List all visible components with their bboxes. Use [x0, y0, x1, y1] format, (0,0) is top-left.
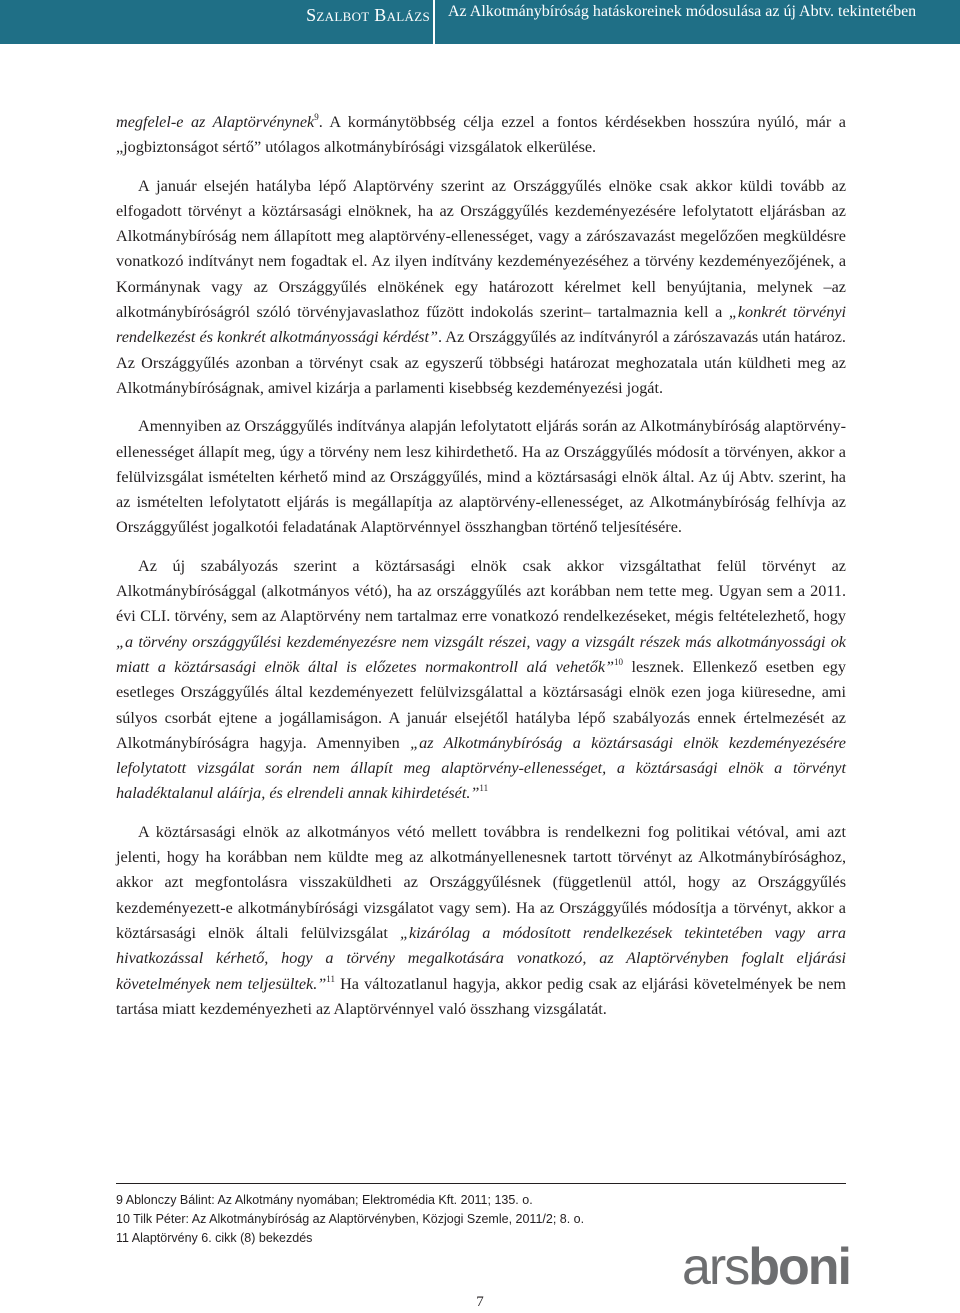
arsboni-logo — [682, 1232, 850, 1302]
p4-text-b: lesznek. Ellenkező esetben egy esetleges Országgyűlés által kezdeményezett felülvizsgálattal a köztársasági elnök ezen joga kiüresedne, ami súlyos csorbát ejtene a jogállamiságon. A január elsejétől hatályba lépő szabályozás ennek értelmezését az Alkotmánybíróságra hagyja. Amennyiben — [116, 657, 846, 752]
p5-quote: „kizárólag a módosított rendelkezések tekintetében vagy arra hivatkozással kérhető, hogy a törvény megalkotására vonatkozó, az Alaptörvényben foglalt eljárási követelmények nem teljesültek.” — [116, 923, 846, 993]
header-divider — [433, 0, 435, 44]
p1-rest: . A kormánytöbbség célja ezzel a fontos kérdésekben hosszúra nyúló, már a „jogbiztonságot sértő” utólagos alkotmánybírósági vizsgálatok elkerülése. — [116, 113, 846, 157]
paragraph-4 — [116, 554, 846, 807]
paragraph-2 — [116, 174, 846, 402]
running-header — [0, 0, 960, 44]
body-text — [116, 110, 846, 1035]
footnote-9: 9 Ablonczy Bálint: Az Alkotmány nyomában; Elektromédia Kft. 2011; 135. o. — [116, 1193, 533, 1207]
p5-text-b: Ha változatlanul hagyja, akkor pedig csak az eljárási követelmények be nem tartása miatt kezdeményezheti az Alaptörvénnyel való összhang vizsgálatát. — [116, 974, 846, 1018]
p2-text-b: . Az Országgyűlés az indítványról a zárószavazás után határoz. Az Országgyűlés azonban a törvényt csak az egyszerű többségi határozat meghozatala után küldheti meg az Alkotmánybíróságnak, amivel kizárja a parlamenti kisebbség kezdeményezési jogát. — [116, 328, 846, 397]
header-author: Szalbot Balázs — [306, 5, 430, 25]
p2-text-a: A január elsején hatályba lépő Alaptörvény szerint az Országgyűlés elnöke csak akkor küldi tovább az elfogadott törvényt a köztársasági elnöknek, ha az Országgyűlés kezdeményezésére lefolytatott eljárásban az Alkotmánybíróság nem állapított meg alaptörvény-ellenességet, vagy a zárószavazást megelőzően megküldésre vonatkozó indítványt nem fogadtak el. Az ilyen indítvány kezdeményezéséhez a törvény kezdeményezőjének, a Kormánynak vagy az Országgyűlés elnökének egy határozott kérelmet kell benyújtania, melynek –az alkotmánybíróságról szóló törvényjavaslathoz fűzött indokolás szerint– tartalmaznia kell a — [116, 176, 846, 322]
p4-quote-2: „az Alkotmánybíróság a köztársasági elnök kezdeményezésére lefolytatott vizsgálat során nem állapít meg alaptörvény-ellenességet, a köztársasági elnök a törvényt haladéktalanul aláírja, és elrendeli annak kihirdetését.” — [116, 733, 846, 803]
paragraph-5 — [116, 820, 846, 1022]
p4-text-a: Az új szabályozás szerint a köztársasági elnök csak akkor vizsgáltathat felül törvényt az Alkotmánybírósággal (alkotmányos vétó), ha az országgyűlés azt korábban nem tette meg. Ugyan sem a 2011. évi CLI. törvény, sem az Alaptörvény nem tartalmaz erre vonatkozó rendelkezéseket, mégis feltételezhető, hogy — [116, 556, 846, 626]
footnote-10: 10 Tilk Péter: Az Alkotmánybíróság az Alaptörvényben, Közjogi Szemle, 2011/2; 8. o. — [116, 1212, 585, 1226]
paragraph-3 — [116, 414, 846, 540]
footnote-ref-11b: 11 — [326, 973, 335, 984]
footnote-11: 11 Alaptörvény 6. cikk (8) bekezdés — [116, 1231, 313, 1245]
p2-quote: „konkrét törvényi rendelkezést és konkrét alkotmányossági kérdést” — [116, 303, 846, 347]
header-title: Az Alkotmánybíróság hatáskoreinek módosulása az új Abtv. tekintetében — [448, 3, 917, 20]
p5-text-a: A köztársasági elnök az alkotmányos vétó mellett továbbra is rendelkezni fog politikai vétóval, ami azt jelenti, hogy ha korábban nem küldte meg az alkotmányellenesnek tartott törvényt az Alkotmánybírósághoz, akkor azt megfontolásra visszaküldheti az Országgyűlésnek (függetlenül attól, hogy az Országgyűlés kezdeményezett-e alkotmánybírósági vizsgálatot vagy sem). Ha az Országgyűlés módosítja a törvényt, akkor a köztársasági elnök általi felülvizsgálat — [116, 822, 846, 942]
logo-part-ars: ars — [682, 1238, 749, 1296]
footnote-ref-10: 10 — [614, 656, 624, 667]
paragraph-1 — [116, 110, 846, 161]
logo-part-boni: boni — [748, 1238, 850, 1296]
page-number: 7 — [476, 1294, 484, 1310]
footnote-ref-9: 9 — [314, 112, 319, 122]
p4-quote-1: „a törvény országgyűlési kezdeményezésre nem vizsgált részei, vagy a vizsgált részek más alkotmányossági ok miatt a köztársasági elnök által is előzetes normakontroll alá vehetők” — [116, 632, 846, 676]
p3-text: Amennyiben az Országgyűlés indítványa alapján lefolytatott eljárás során az Alkotmánybíróság alaptörvény-ellenességet állapít meg, úgy a törvény nem lesz kihirdethető. Ha az Országgyűlés módosít a törvényen, akkor a felülvizsgálat ismételten kérhető mind az Országgyűlés, mind a köztársasági elnök által. Az új Abtv. szerint, ha az ismételten lefolytatott eljárás is megállapítja az alaptörvény-ellenességet, az Alkotmánybíróság felhívja az Országgyűlést jogalkotói feladatának Alaptörvénnyel összhangban történő teljesítésére. — [116, 417, 846, 537]
footnote-ref-11a: 11 — [479, 783, 489, 794]
p1-italic: megfelel-e az Alaptörvénynek — [116, 113, 315, 131]
